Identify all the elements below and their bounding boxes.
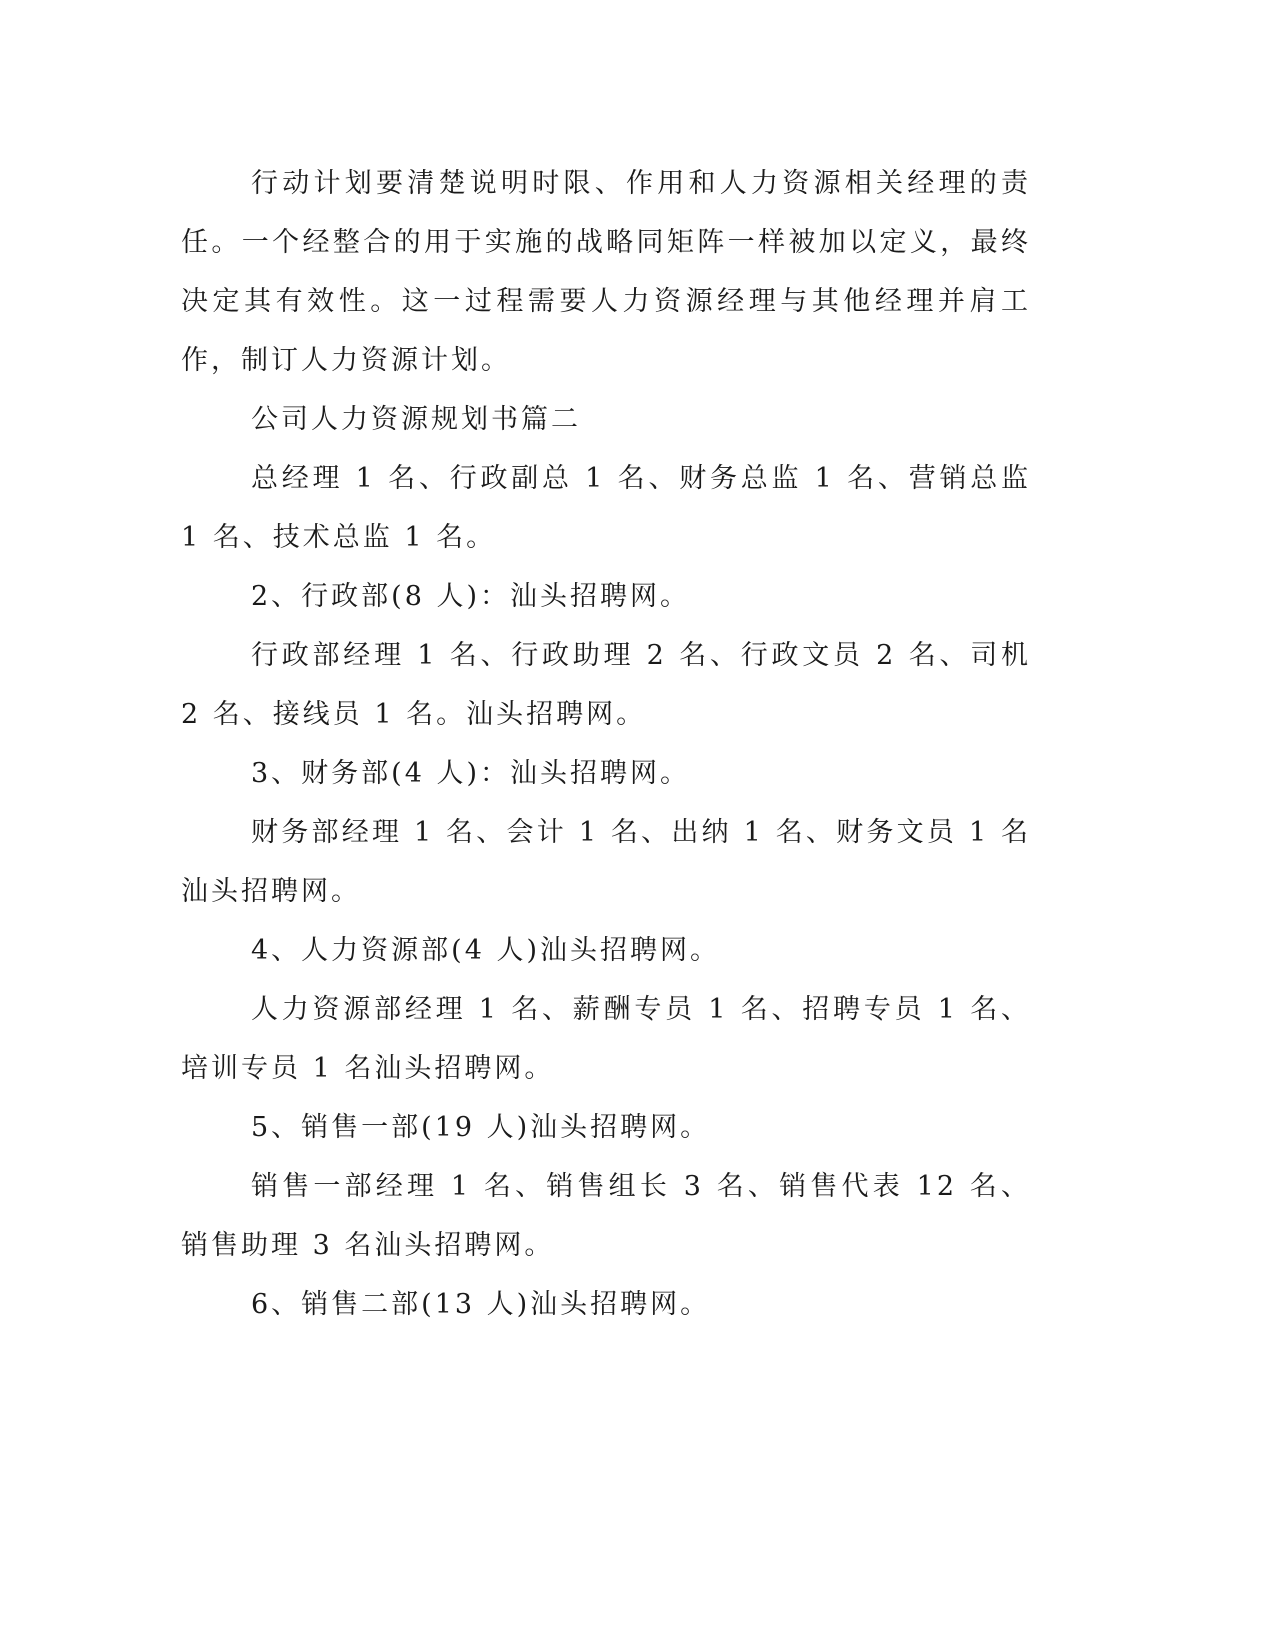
document-body: [181, 154, 1031, 1334]
paragraph: 财务部经理 1 名、会计 1 名、出纳 1 名、财务文员 1 名汕头招聘网。: [181, 817, 1031, 907]
paragraph: 行动计划要清楚说明时限、作用和人力资源相关经理的责任。一个经整合的用于实施的战略同矩阵一样被加以定义，最终决定其有效性。这一过程需要人力资源经理与其他经理并肩工作，制订人力资源计划。: [181, 168, 1031, 376]
paragraph: 总经理 1 名、行政副总 1 名、财务总监 1 名、营销总监 1 名、技术总监 1 名。: [181, 463, 1031, 553]
list-heading: 4、人力资源部(4 人)汕头招聘网。: [251, 935, 721, 966]
paragraph: 销售一部经理 1 名、销售组长 3 名、销售代表 12 名、销售助理 3 名汕头招聘网。: [181, 1171, 1031, 1261]
paragraph: 行政部经理 1 名、行政助理 2 名、行政文员 2 名、司机 2 名、接线员 1 名。汕头招聘网。: [181, 640, 1031, 730]
list-heading: 5、销售一部(19 人)汕头招聘网。: [251, 1112, 711, 1143]
list-heading: 3、财务部(4 人)：汕头招聘网。: [251, 758, 691, 789]
list-heading: 6、销售二部(13 人)汕头招聘网。: [251, 1289, 711, 1320]
list-heading: 2、行政部(8 人)：汕头招聘网。: [251, 581, 691, 612]
section-title: 公司人力资源规划书篇二: [251, 404, 581, 435]
paragraph: 人力资源部经理 1 名、薪酬专员 1 名、招聘专员 1 名、培训专员 1 名汕头招聘网。: [181, 994, 1031, 1084]
